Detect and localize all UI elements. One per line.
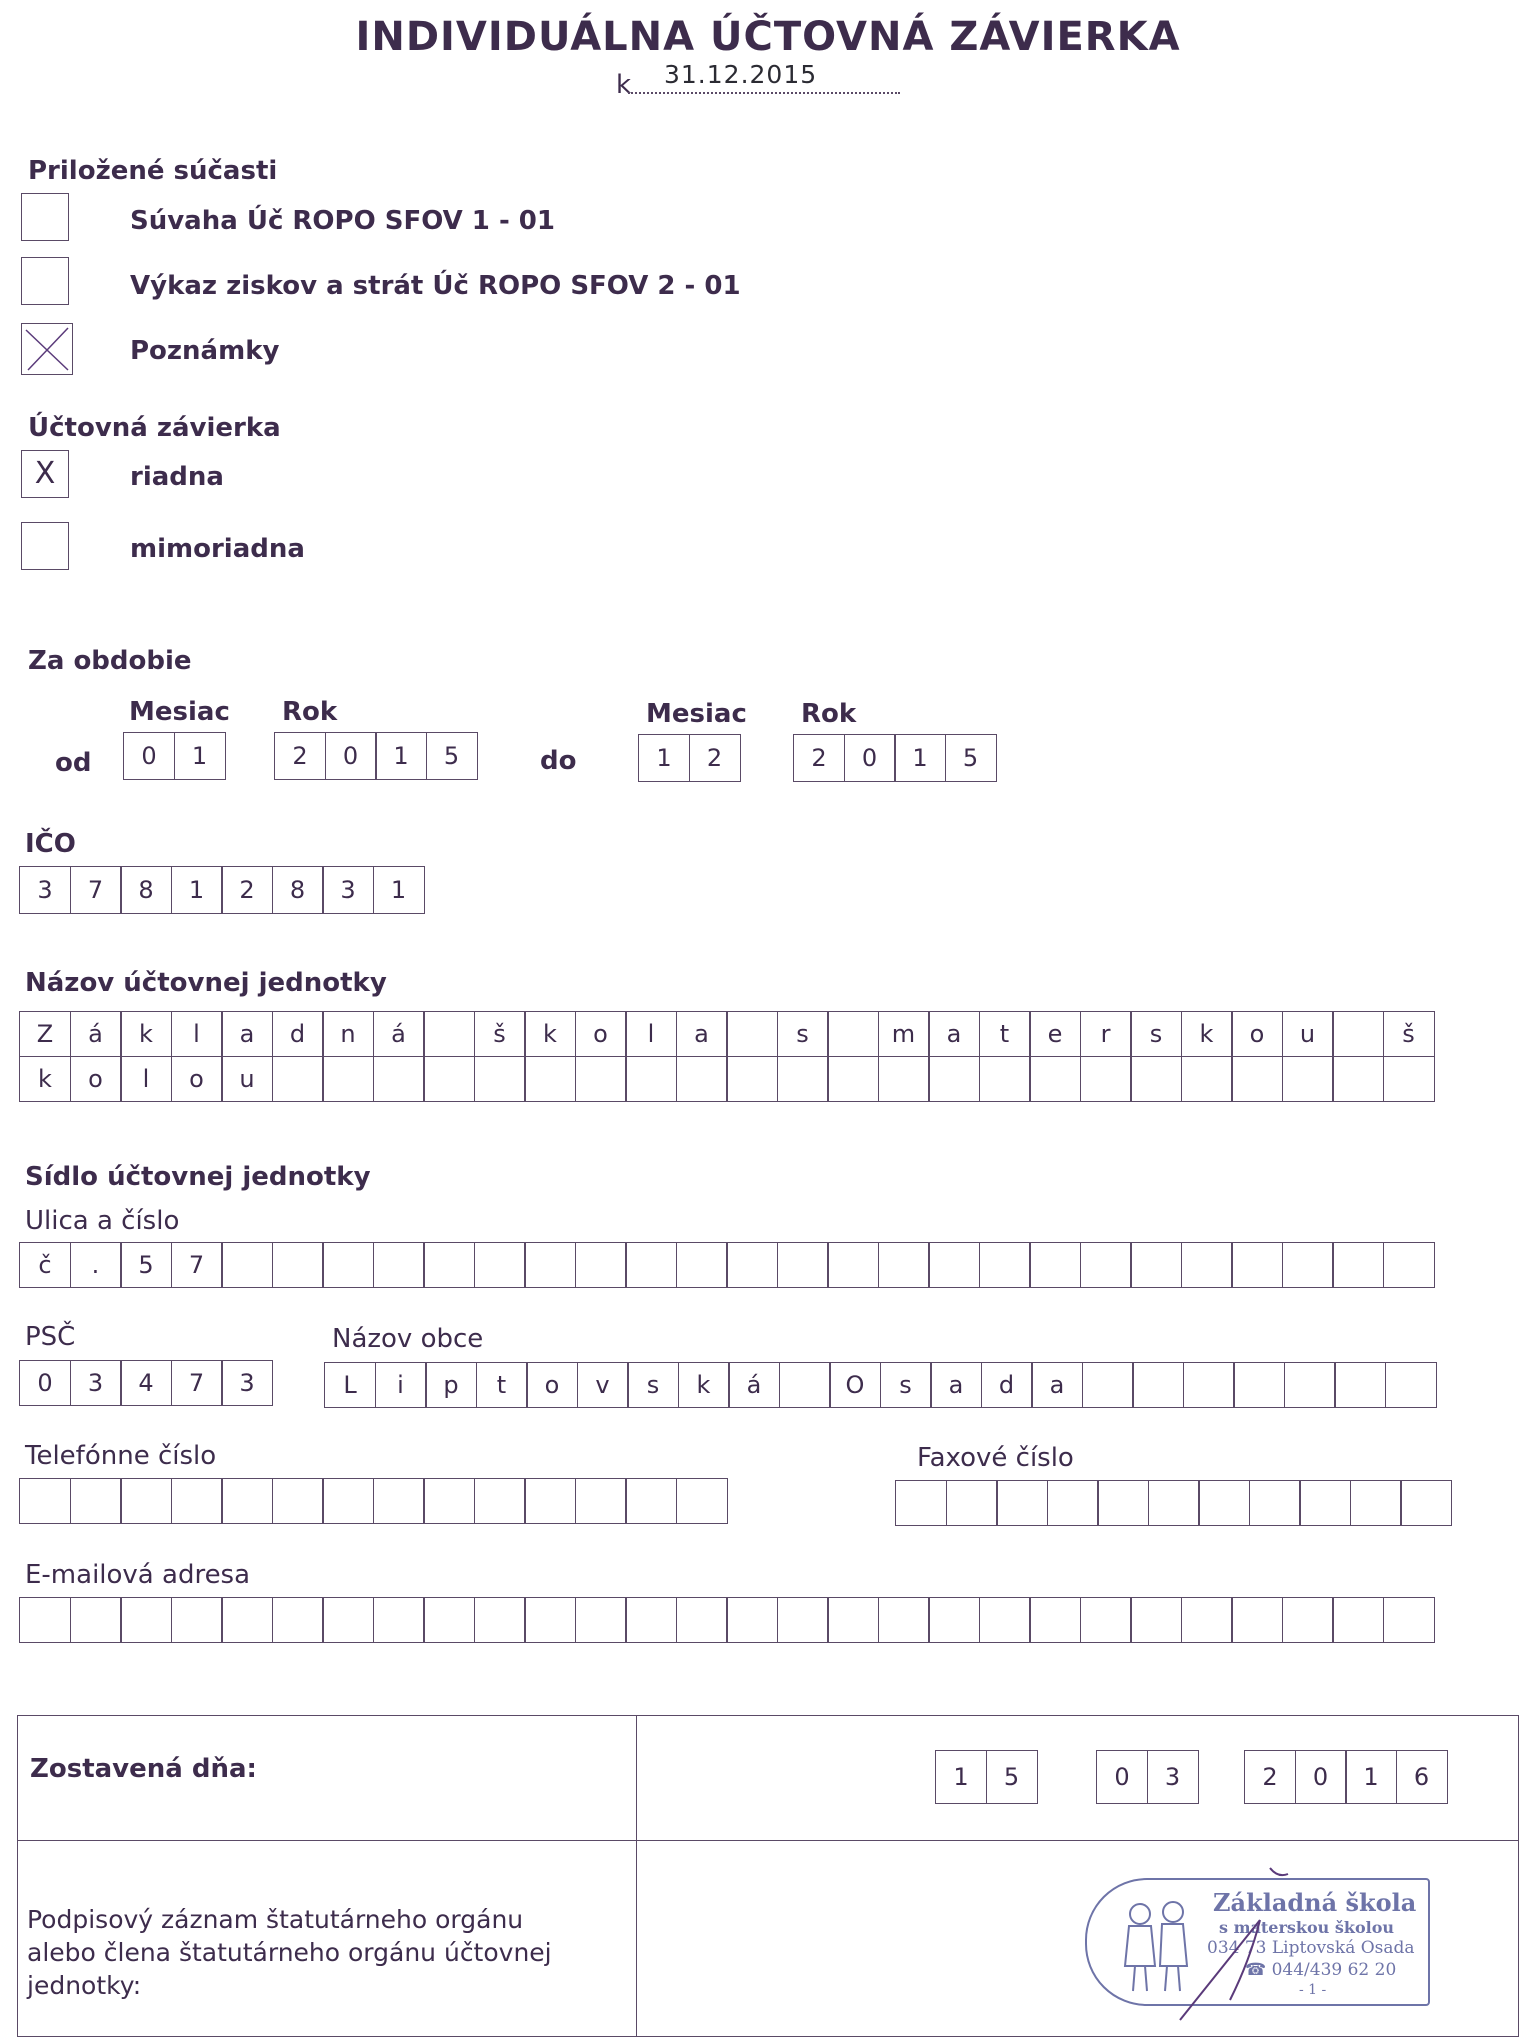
char-cell[interactable]: á xyxy=(728,1362,780,1408)
entity-name-label: Názov účtovnej jednotky xyxy=(25,968,387,998)
char-cell[interactable] xyxy=(120,1478,172,1524)
city-label: Názov obce xyxy=(332,1324,484,1354)
digit-cell[interactable]: 0 xyxy=(325,732,377,780)
char-cell[interactable]: l xyxy=(171,1011,223,1057)
digit-cell[interactable]: 8 xyxy=(272,866,324,914)
char-cell[interactable] xyxy=(373,1478,425,1524)
char-cell[interactable]: o xyxy=(526,1362,578,1408)
char-cell[interactable] xyxy=(676,1478,728,1524)
char-cell[interactable] xyxy=(1332,1011,1384,1057)
char-cell[interactable] xyxy=(373,1242,425,1288)
char-cell[interactable] xyxy=(423,1242,475,1288)
stamp-address: 034 73 Liptovská Osada xyxy=(1207,1938,1415,1958)
digit-cell[interactable]: 2 xyxy=(221,866,273,914)
char-cell[interactable] xyxy=(827,1056,879,1102)
char-cell[interactable]: L xyxy=(324,1362,376,1408)
ico-label: IČO xyxy=(25,829,76,859)
char-cell[interactable]: l xyxy=(120,1056,172,1102)
checkbox-vykaz[interactable] xyxy=(21,257,69,305)
address-heading: Sídlo účtovnej jednotky xyxy=(25,1162,371,1192)
char-cell[interactable]: n xyxy=(322,1011,374,1057)
char-cell[interactable] xyxy=(1332,1056,1384,1102)
char-cell[interactable]: r xyxy=(1080,1011,1132,1057)
date-prefix: k xyxy=(616,70,632,100)
char-cell[interactable]: a xyxy=(928,1011,980,1057)
char-cell[interactable]: 7 xyxy=(171,1360,223,1406)
compiled-month-field[interactable] xyxy=(1096,1750,1199,1804)
char-cell[interactable]: k xyxy=(1181,1011,1233,1057)
char-cell[interactable] xyxy=(322,1597,374,1643)
char-cell[interactable]: O xyxy=(829,1362,881,1408)
char-cell[interactable]: k xyxy=(678,1362,730,1408)
char-cell[interactable] xyxy=(322,1478,374,1524)
char-cell[interactable] xyxy=(625,1242,677,1288)
char-cell[interactable]: á xyxy=(373,1011,425,1057)
phone-label: Telefónne číslo xyxy=(25,1441,217,1471)
char-cell[interactable] xyxy=(524,1242,576,1288)
digit-cell[interactable]: 0 xyxy=(1096,1750,1148,1804)
char-cell[interactable]: k xyxy=(19,1056,71,1102)
street-field[interactable] xyxy=(19,1242,1435,1288)
char-cell[interactable] xyxy=(575,1478,627,1524)
char-cell[interactable] xyxy=(272,1478,324,1524)
char-cell[interactable] xyxy=(1097,1480,1149,1526)
char-cell[interactable] xyxy=(1130,1056,1182,1102)
char-cell[interactable]: d xyxy=(981,1362,1033,1408)
char-cell[interactable] xyxy=(1249,1480,1301,1526)
entity-name-row-1 xyxy=(19,1011,1435,1057)
char-cell[interactable] xyxy=(625,1056,677,1102)
char-cell[interactable] xyxy=(1332,1242,1384,1288)
digit-cell[interactable]: 2 xyxy=(1244,1750,1296,1804)
from-month-label: Mesiac xyxy=(129,697,230,727)
char-cell[interactable]: u xyxy=(221,1056,273,1102)
entity-name-field[interactable] xyxy=(19,1011,1435,1102)
to-month-field[interactable] xyxy=(638,734,741,782)
char-cell[interactable] xyxy=(676,1597,728,1643)
char-cell[interactable] xyxy=(524,1597,576,1643)
compiled-label: Zostavená dňa: xyxy=(30,1754,257,1784)
char-cell[interactable] xyxy=(878,1597,930,1643)
char-cell[interactable] xyxy=(979,1597,1031,1643)
char-cell[interactable] xyxy=(272,1056,324,1102)
psc-field[interactable] xyxy=(19,1360,273,1406)
char-cell[interactable] xyxy=(625,1478,677,1524)
char-cell[interactable]: e xyxy=(1029,1011,1081,1057)
digit-cell[interactable]: 2 xyxy=(793,734,845,782)
char-cell[interactable] xyxy=(928,1056,980,1102)
char-cell[interactable] xyxy=(1080,1597,1132,1643)
char-cell[interactable]: d xyxy=(272,1011,324,1057)
email-label: E-mailová adresa xyxy=(25,1560,251,1590)
char-cell[interactable]: s xyxy=(627,1362,679,1408)
char-cell[interactable] xyxy=(1383,1056,1435,1102)
char-cell[interactable]: 5 xyxy=(120,1242,172,1288)
closing-date[interactable]: 31.12.2015 xyxy=(664,60,818,89)
char-cell[interactable] xyxy=(171,1597,223,1643)
label-vykaz: Výkaz ziskov a strát Úč ROPO SFOV 2 - 01 xyxy=(130,271,741,301)
to-month-label: Mesiac xyxy=(646,699,747,729)
label-suvaha: Súvaha Úč ROPO SFOV 1 - 01 xyxy=(130,206,555,236)
char-cell[interactable]: Z xyxy=(19,1011,71,1057)
char-cell[interactable] xyxy=(1282,1242,1334,1288)
char-cell[interactable] xyxy=(827,1011,879,1057)
stamp-page-number: - 1 - xyxy=(1299,1982,1327,1998)
char-cell[interactable] xyxy=(221,1597,273,1643)
char-cell[interactable] xyxy=(1029,1056,1081,1102)
char-cell[interactable]: u xyxy=(1282,1011,1334,1057)
char-cell[interactable]: v xyxy=(577,1362,629,1408)
char-cell[interactable] xyxy=(996,1480,1048,1526)
char-cell[interactable] xyxy=(726,1011,778,1057)
char-cell[interactable] xyxy=(423,1597,475,1643)
char-cell[interactable] xyxy=(1231,1242,1283,1288)
char-cell[interactable] xyxy=(676,1242,728,1288)
char-cell[interactable] xyxy=(1385,1362,1437,1408)
char-cell[interactable] xyxy=(895,1480,947,1526)
char-cell[interactable]: s xyxy=(1130,1011,1182,1057)
char-cell[interactable]: l xyxy=(625,1011,677,1057)
char-cell[interactable] xyxy=(373,1056,425,1102)
digit-cell[interactable]: 5 xyxy=(945,734,997,782)
char-cell[interactable] xyxy=(1181,1056,1233,1102)
char-cell[interactable] xyxy=(777,1056,829,1102)
char-cell[interactable]: o xyxy=(70,1056,122,1102)
char-cell[interactable] xyxy=(221,1478,273,1524)
char-cell[interactable] xyxy=(272,1597,324,1643)
to-year-field[interactable] xyxy=(793,734,997,782)
char-cell[interactable]: 0 xyxy=(19,1360,71,1406)
char-cell[interactable] xyxy=(1282,1597,1334,1643)
char-cell[interactable]: o xyxy=(575,1011,627,1057)
entity-name-row-2 xyxy=(19,1056,1435,1102)
digit-cell[interactable]: 6 xyxy=(1396,1750,1448,1804)
char-cell[interactable] xyxy=(928,1242,980,1288)
char-cell[interactable]: s xyxy=(777,1011,829,1057)
char-cell[interactable]: 3 xyxy=(70,1360,122,1406)
char-cell[interactable] xyxy=(322,1056,374,1102)
psc-label: PSČ xyxy=(25,1322,76,1352)
char-cell[interactable]: . xyxy=(70,1242,122,1288)
char-cell[interactable] xyxy=(676,1056,728,1102)
table-divider-vertical xyxy=(636,1715,637,2037)
char-cell[interactable] xyxy=(1080,1056,1132,1102)
char-cell[interactable] xyxy=(1332,1597,1384,1643)
char-cell[interactable] xyxy=(575,1242,627,1288)
digit-cell[interactable]: 8 xyxy=(120,866,172,914)
char-cell[interactable] xyxy=(171,1478,223,1524)
attachments-heading: Priložené súčasti xyxy=(28,156,278,186)
char-cell[interactable] xyxy=(524,1056,576,1102)
char-cell[interactable]: k xyxy=(524,1011,576,1057)
char-cell[interactable] xyxy=(221,1242,273,1288)
checkbox-suvaha[interactable] xyxy=(21,193,69,241)
label-mimoriadna: mimoriadna xyxy=(130,534,305,564)
char-cell[interactable] xyxy=(120,1597,172,1643)
char-cell[interactable]: č xyxy=(19,1242,71,1288)
char-cell[interactable] xyxy=(1080,1242,1132,1288)
stamp-phone-number: 044/439 62 20 xyxy=(1271,1960,1397,1980)
char-cell[interactable] xyxy=(1231,1056,1283,1102)
char-cell[interactable] xyxy=(1181,1242,1233,1288)
signature-label: Podpisový záznam štatutárneho orgánu alebo člena štatutárneho orgánu účtovnej jednotky: xyxy=(27,1905,552,2000)
char-cell[interactable]: p xyxy=(425,1362,477,1408)
char-cell[interactable] xyxy=(1029,1597,1081,1643)
char-cell[interactable] xyxy=(827,1242,879,1288)
char-cell[interactable] xyxy=(1231,1597,1283,1643)
char-cell[interactable]: o xyxy=(1231,1011,1283,1057)
closing-heading: Účtovná závierka xyxy=(28,413,281,443)
char-cell[interactable] xyxy=(1383,1597,1435,1643)
char-cell[interactable] xyxy=(1181,1597,1233,1643)
char-cell[interactable]: 3 xyxy=(221,1360,273,1406)
char-cell[interactable] xyxy=(575,1597,627,1643)
char-cell[interactable] xyxy=(1183,1362,1235,1408)
digit-cell[interactable]: 7 xyxy=(70,866,122,914)
from-month-field[interactable] xyxy=(123,732,226,780)
char-cell[interactable] xyxy=(1334,1362,1386,1408)
date-dotted-line xyxy=(628,92,900,94)
char-cell[interactable]: o xyxy=(171,1056,223,1102)
fax-field[interactable] xyxy=(895,1480,1452,1526)
char-cell[interactable] xyxy=(1130,1597,1182,1643)
digit-cell[interactable]: 2 xyxy=(689,734,741,782)
period-heading: Za obdobie xyxy=(28,646,192,676)
digit-cell[interactable]: 1 xyxy=(375,732,427,780)
handwritten-signature xyxy=(1160,1860,1300,2030)
digit-cell[interactable]: 3 xyxy=(322,866,374,914)
stamp-school-name: Základná škola xyxy=(1213,1888,1417,1917)
char-cell[interactable]: š xyxy=(474,1011,526,1057)
char-cell[interactable] xyxy=(777,1242,829,1288)
char-cell[interactable] xyxy=(272,1242,324,1288)
char-cell[interactable] xyxy=(423,1056,475,1102)
char-cell[interactable] xyxy=(474,1597,526,1643)
checkbox-riadna[interactable]: X xyxy=(21,450,69,498)
char-cell[interactable] xyxy=(1350,1480,1402,1526)
char-cell[interactable]: m xyxy=(878,1011,930,1057)
char-cell[interactable] xyxy=(779,1362,831,1408)
char-cell[interactable] xyxy=(524,1478,576,1524)
char-cell[interactable] xyxy=(1148,1480,1200,1526)
digit-cell[interactable]: 0 xyxy=(1295,1750,1347,1804)
char-cell[interactable] xyxy=(878,1056,930,1102)
char-cell[interactable] xyxy=(726,1597,778,1643)
char-cell[interactable]: t xyxy=(979,1011,1031,1057)
digit-cell[interactable]: 1 xyxy=(174,732,226,780)
char-cell[interactable] xyxy=(423,1478,475,1524)
street-label: Ulica a číslo xyxy=(25,1206,180,1236)
char-cell[interactable] xyxy=(928,1597,980,1643)
char-cell[interactable] xyxy=(322,1242,374,1288)
from-label: od xyxy=(55,748,92,778)
table-divider-horizontal xyxy=(17,1840,1519,1841)
char-cell[interactable] xyxy=(474,1056,526,1102)
char-cell[interactable] xyxy=(946,1480,998,1526)
char-cell[interactable] xyxy=(625,1597,677,1643)
char-cell[interactable] xyxy=(1130,1242,1182,1288)
char-cell[interactable] xyxy=(979,1242,1031,1288)
char-cell[interactable]: i xyxy=(375,1362,427,1408)
char-cell[interactable] xyxy=(474,1478,526,1524)
char-cell[interactable]: 4 xyxy=(120,1360,172,1406)
char-cell[interactable] xyxy=(1233,1362,1285,1408)
compiled-day-field[interactable] xyxy=(935,1750,1038,1804)
from-year-label: Rok xyxy=(282,697,338,727)
char-cell[interactable] xyxy=(1132,1362,1184,1408)
char-cell[interactable] xyxy=(878,1242,930,1288)
from-year-field[interactable] xyxy=(274,732,478,780)
email-field[interactable] xyxy=(19,1597,1435,1643)
checkbox-mimoriadna[interactable] xyxy=(21,522,69,570)
to-label: do xyxy=(540,746,577,776)
digit-cell[interactable]: 5 xyxy=(986,1750,1038,1804)
char-cell[interactable]: š xyxy=(1383,1011,1435,1057)
digit-cell[interactable]: 0 xyxy=(123,732,175,780)
document-title: INDIVIDUÁLNA ÚČTOVNÁ ZÁVIERKA xyxy=(355,14,1181,60)
digit-cell[interactable]: 1 xyxy=(935,1750,987,1804)
char-cell[interactable] xyxy=(373,1597,425,1643)
char-cell[interactable] xyxy=(1198,1480,1250,1526)
char-cell[interactable] xyxy=(1082,1362,1134,1408)
char-cell[interactable]: s xyxy=(880,1362,932,1408)
digit-cell[interactable]: 1 xyxy=(638,734,690,782)
char-cell[interactable] xyxy=(70,1478,122,1524)
char-cell[interactable]: a xyxy=(930,1362,982,1408)
digit-cell[interactable]: 0 xyxy=(844,734,896,782)
compiled-year-field[interactable] xyxy=(1244,1750,1448,1804)
digit-cell[interactable]: 3 xyxy=(1147,1750,1199,1804)
checkbox-poznamky[interactable] xyxy=(21,323,73,375)
to-year-label: Rok xyxy=(801,699,857,729)
digit-cell[interactable]: 1 xyxy=(171,866,223,914)
char-cell[interactable] xyxy=(979,1056,1031,1102)
fax-label: Faxové číslo xyxy=(917,1443,1074,1473)
stamp-subtitle: s materskou školou xyxy=(1219,1918,1394,1937)
digit-cell[interactable]: 1 xyxy=(373,866,425,914)
char-cell[interactable] xyxy=(474,1242,526,1288)
char-cell[interactable] xyxy=(777,1597,829,1643)
city-field[interactable] xyxy=(324,1362,1437,1408)
char-cell[interactable] xyxy=(726,1242,778,1288)
char-cell[interactable] xyxy=(827,1597,879,1643)
char-cell[interactable] xyxy=(1029,1242,1081,1288)
char-cell[interactable] xyxy=(1047,1480,1099,1526)
phone-icon: ☎ xyxy=(1245,1960,1267,1980)
char-cell[interactable]: á xyxy=(70,1011,122,1057)
ico-field[interactable] xyxy=(19,866,425,914)
digit-cell[interactable]: 1 xyxy=(1345,1750,1397,1804)
char-cell[interactable] xyxy=(1299,1480,1351,1526)
char-cell[interactable] xyxy=(1400,1480,1452,1526)
label-riadna: riadna xyxy=(130,462,224,492)
char-cell[interactable]: t xyxy=(476,1362,528,1408)
char-cell[interactable]: a xyxy=(221,1011,273,1057)
digit-cell[interactable]: 3 xyxy=(19,866,71,914)
char-cell[interactable] xyxy=(423,1011,475,1057)
cross-mark-icon xyxy=(22,324,72,374)
char-cell[interactable]: k xyxy=(120,1011,172,1057)
char-cell[interactable] xyxy=(1284,1362,1336,1408)
label-poznamky: Poznámky xyxy=(130,336,280,366)
char-cell[interactable] xyxy=(1282,1056,1334,1102)
char-cell[interactable] xyxy=(726,1056,778,1102)
char-cell[interactable]: a xyxy=(1031,1362,1083,1408)
digit-cell[interactable]: 2 xyxy=(274,732,326,780)
char-cell[interactable] xyxy=(70,1597,122,1643)
char-cell[interactable]: 7 xyxy=(171,1242,223,1288)
char-cell[interactable] xyxy=(19,1597,71,1643)
phone-field[interactable] xyxy=(19,1478,728,1524)
char-cell[interactable] xyxy=(1383,1242,1435,1288)
char-cell[interactable] xyxy=(19,1478,71,1524)
char-cell[interactable]: a xyxy=(676,1011,728,1057)
digit-cell[interactable]: 1 xyxy=(894,734,946,782)
char-cell[interactable] xyxy=(575,1056,627,1102)
digit-cell[interactable]: 5 xyxy=(426,732,478,780)
